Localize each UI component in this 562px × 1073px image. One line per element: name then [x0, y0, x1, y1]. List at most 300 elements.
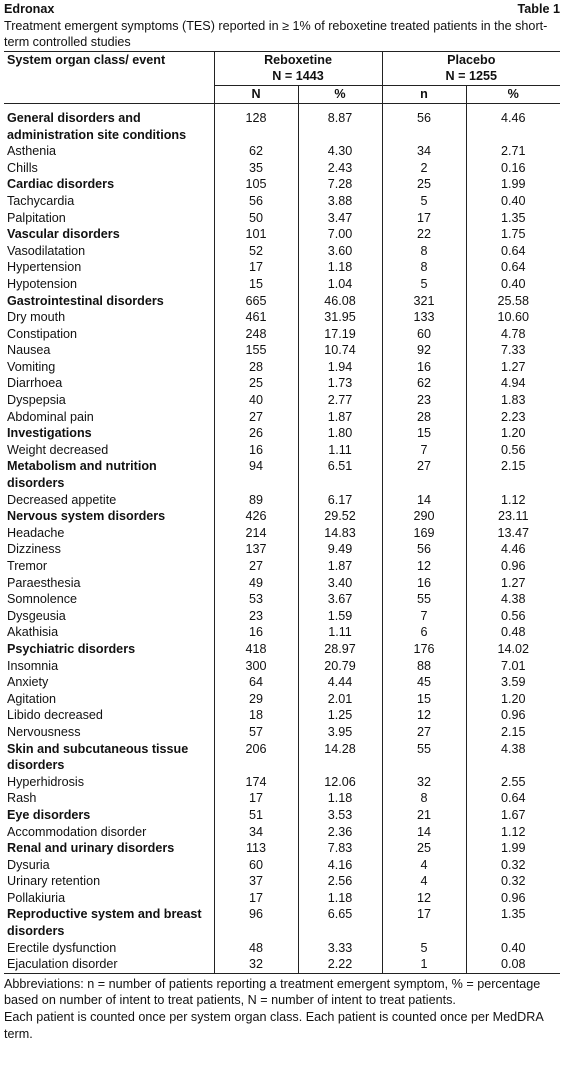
- row-label: Urinary retention: [7, 874, 101, 889]
- table-row-system-organ-class: [4, 807, 560, 824]
- placebo-percent-cell: 0.08: [466, 956, 560, 973]
- reboxetine-count-cell: 16: [214, 624, 298, 641]
- subheader-reboxetine-count: N: [214, 85, 298, 103]
- placebo-count-cell: 176: [382, 641, 466, 658]
- reboxetine-percent-cell: 4.16: [298, 857, 382, 874]
- placebo-count-cell: 34: [382, 143, 466, 160]
- reboxetine-percent-cell: 1.80: [298, 425, 382, 442]
- reboxetine-percent-cell: 28.97: [298, 641, 382, 658]
- document-title: Edronax: [4, 2, 55, 16]
- reboxetine-percent-cell: 2.36: [298, 824, 382, 841]
- reboxetine-percent-cell: 3.47: [298, 210, 382, 227]
- reboxetine-count-cell: 40: [214, 392, 298, 409]
- reboxetine-count-cell: 51: [214, 807, 298, 824]
- row-label: Vasodilatation: [7, 243, 86, 258]
- row-label: Abdominal pain: [7, 409, 94, 424]
- table-row-system-organ-class: [4, 110, 560, 143]
- row-label: Erectile dysfunction: [7, 940, 117, 955]
- reboxetine-count-cell: 34: [214, 824, 298, 841]
- reboxetine-count-cell: 101: [214, 226, 298, 243]
- table-row-event: [4, 492, 560, 509]
- row-label: Somnolence: [7, 592, 78, 607]
- reboxetine-count-cell: 214: [214, 525, 298, 542]
- row-label: Dizziness: [7, 542, 61, 557]
- group-name: Reboxetine: [264, 52, 332, 67]
- reboxetine-count-cell: 17: [214, 259, 298, 276]
- table-row-system-organ-class: [4, 458, 560, 491]
- placebo-percent-cell: 0.32: [466, 873, 560, 890]
- row-label: Cardiac disorders: [7, 177, 115, 192]
- placebo-percent-cell: 4.38: [466, 741, 560, 774]
- placebo-count-cell: 32: [382, 774, 466, 791]
- placebo-count-cell: 21: [382, 807, 466, 824]
- placebo-percent-cell: 0.64: [466, 243, 560, 260]
- row-label: Gastrointestinal disorders: [7, 293, 164, 308]
- table-row-system-organ-class: [4, 176, 560, 193]
- table-row-event: [4, 409, 560, 426]
- table-row-system-organ-class: [4, 293, 560, 310]
- row-label: Agitation: [7, 691, 57, 706]
- reboxetine-count-cell: 174: [214, 774, 298, 791]
- placebo-count-cell: 14: [382, 492, 466, 509]
- reboxetine-count-cell: 53: [214, 591, 298, 608]
- reboxetine-count-cell: 26: [214, 425, 298, 442]
- reboxetine-percent-cell: 46.08: [298, 293, 382, 310]
- reboxetine-percent-cell: 29.52: [298, 508, 382, 525]
- reboxetine-count-cell: 105: [214, 176, 298, 193]
- placebo-percent-cell: 0.96: [466, 890, 560, 907]
- table-row-event: [4, 575, 560, 592]
- reboxetine-count-cell: 64: [214, 674, 298, 691]
- row-label: Asthenia: [7, 144, 57, 159]
- placebo-percent-cell: 1.75: [466, 226, 560, 243]
- placebo-percent-cell: 0.40: [466, 193, 560, 210]
- reboxetine-percent-cell: 14.83: [298, 525, 382, 542]
- placebo-percent-cell: 1.27: [466, 575, 560, 592]
- placebo-percent-cell: 1.99: [466, 176, 560, 193]
- reboxetine-count-cell: 248: [214, 326, 298, 343]
- placebo-count-cell: 16: [382, 359, 466, 376]
- placebo-count-cell: 1: [382, 956, 466, 973]
- reboxetine-count-cell: 18: [214, 707, 298, 724]
- row-label: Weight decreased: [7, 442, 109, 457]
- reboxetine-percent-cell: 1.04: [298, 276, 382, 293]
- table-row-system-organ-class: [4, 508, 560, 525]
- reboxetine-percent-cell: 10.74: [298, 342, 382, 359]
- placebo-percent-cell: 23.11: [466, 508, 560, 525]
- adverse-events-table: [4, 51, 560, 974]
- table-row-system-organ-class: [4, 906, 560, 939]
- table-row-event: [4, 956, 560, 973]
- placebo-count-cell: 12: [382, 890, 466, 907]
- placebo-count-cell: 88: [382, 658, 466, 675]
- reboxetine-count-cell: 52: [214, 243, 298, 260]
- group-header-reboxetine: [214, 51, 382, 85]
- placebo-count-cell: 60: [382, 326, 466, 343]
- table-row-event: [4, 359, 560, 376]
- reboxetine-percent-cell: 1.73: [298, 375, 382, 392]
- row-label: Tremor: [7, 559, 48, 573]
- reboxetine-percent-cell: 6.17: [298, 492, 382, 509]
- placebo-count-cell: 27: [382, 724, 466, 741]
- reboxetine-percent-cell: 1.87: [298, 409, 382, 426]
- placebo-count-cell: 23: [382, 392, 466, 409]
- placebo-count-cell: 56: [382, 541, 466, 558]
- placebo-percent-cell: 0.40: [466, 276, 560, 293]
- table-row-event: [4, 442, 560, 459]
- reboxetine-percent-cell: 1.18: [298, 259, 382, 276]
- row-label: Nausea: [7, 343, 51, 358]
- table-row-system-organ-class: [4, 641, 560, 658]
- table-row-event: [4, 591, 560, 608]
- reboxetine-percent-cell: 3.88: [298, 193, 382, 210]
- reboxetine-count-cell: 300: [214, 658, 298, 675]
- placebo-count-cell: 4: [382, 873, 466, 890]
- reboxetine-count-cell: 56: [214, 193, 298, 210]
- placebo-percent-cell: 1.35: [466, 906, 560, 939]
- reboxetine-percent-cell: 1.18: [298, 790, 382, 807]
- reboxetine-percent-cell: 7.00: [298, 226, 382, 243]
- reboxetine-percent-cell: 3.53: [298, 807, 382, 824]
- reboxetine-percent-cell: 7.83: [298, 840, 382, 857]
- reboxetine-percent-cell: 1.87: [298, 558, 382, 575]
- reboxetine-percent-cell: 7.28: [298, 176, 382, 193]
- reboxetine-percent-cell: 3.40: [298, 575, 382, 592]
- row-label: Vomiting: [7, 359, 56, 374]
- reboxetine-percent-cell: 3.33: [298, 940, 382, 957]
- table-row-event: [4, 342, 560, 359]
- table-row-system-organ-class: [4, 425, 560, 442]
- row-label: Libido decreased: [7, 708, 103, 723]
- table-row-event: [4, 259, 560, 276]
- footnote-counting: Each patient is counted once per system organ class. Each patient is counted once per MedDRA term.: [4, 1010, 544, 1041]
- reboxetine-percent-cell: 31.95: [298, 309, 382, 326]
- row-label: Constipation: [7, 326, 78, 341]
- placebo-percent-cell: 1.35: [466, 210, 560, 227]
- row-label: Paraesthesia: [7, 575, 81, 590]
- reboxetine-percent-cell: 3.95: [298, 724, 382, 741]
- table-row-event: [4, 160, 560, 177]
- row-label: Nervousness: [7, 724, 81, 739]
- reboxetine-count-cell: 418: [214, 641, 298, 658]
- row-label: Skin and subcutaneous tissue disorders: [7, 741, 189, 773]
- placebo-percent-cell: 0.96: [466, 707, 560, 724]
- table-row-event: [4, 707, 560, 724]
- row-label: Eye disorders: [7, 807, 91, 822]
- placebo-count-cell: 5: [382, 193, 466, 210]
- placebo-count-cell: 6: [382, 624, 466, 641]
- placebo-percent-cell: 0.48: [466, 624, 560, 641]
- placebo-percent-cell: 7.01: [466, 658, 560, 675]
- row-label: Psychiatric disorders: [7, 641, 136, 656]
- reboxetine-count-cell: 49: [214, 575, 298, 592]
- reboxetine-percent-cell: 1.11: [298, 624, 382, 641]
- row-label: Renal and urinary disorders: [7, 841, 175, 856]
- reboxetine-count-cell: 62: [214, 143, 298, 160]
- placebo-count-cell: 7: [382, 608, 466, 625]
- reboxetine-percent-cell: 2.56: [298, 873, 382, 890]
- placebo-percent-cell: 1.20: [466, 691, 560, 708]
- placebo-count-cell: 15: [382, 425, 466, 442]
- placebo-count-cell: 55: [382, 591, 466, 608]
- placebo-count-cell: 28: [382, 409, 466, 426]
- row-label: Hypotension: [7, 276, 78, 291]
- placebo-percent-cell: 2.71: [466, 143, 560, 160]
- placebo-count-cell: 5: [382, 940, 466, 957]
- placebo-percent-cell: 25.58: [466, 293, 560, 310]
- row-label: Diarrhoea: [7, 376, 63, 391]
- footnotes: [4, 976, 560, 1042]
- footnote-abbreviations: Abbreviations: n = number of patients reporting a treatment emergent symptom, % = percentage based on number of intent to treat patients, N = number of intent to treat patients.: [4, 976, 541, 1008]
- row-label: Tachycardia: [7, 193, 75, 208]
- reboxetine-percent-cell: 6.65: [298, 906, 382, 939]
- reboxetine-percent-cell: 8.87: [298, 110, 382, 143]
- reboxetine-percent-cell: 1.59: [298, 608, 382, 625]
- row-label: Metabolism and nutrition disorders: [7, 459, 157, 491]
- reboxetine-count-cell: 426: [214, 508, 298, 525]
- placebo-count-cell: 14: [382, 824, 466, 841]
- table-row-event: [4, 624, 560, 641]
- subheader-placebo-count: n: [382, 85, 466, 103]
- reboxetine-count-cell: 57: [214, 724, 298, 741]
- reboxetine-count-cell: 113: [214, 840, 298, 857]
- reboxetine-percent-cell: 12.06: [298, 774, 382, 791]
- reboxetine-percent-cell: 4.30: [298, 143, 382, 160]
- table-body: [4, 103, 560, 973]
- placebo-percent-cell: 0.16: [466, 160, 560, 177]
- reboxetine-count-cell: 137: [214, 541, 298, 558]
- placebo-percent-cell: 0.96: [466, 558, 560, 575]
- table-row-event: [4, 392, 560, 409]
- placebo-percent-cell: 0.40: [466, 940, 560, 957]
- reboxetine-count-cell: 17: [214, 890, 298, 907]
- table-row-event: [4, 541, 560, 558]
- placebo-count-cell: 62: [382, 375, 466, 392]
- placebo-count-cell: 45: [382, 674, 466, 691]
- placebo-percent-cell: 1.99: [466, 840, 560, 857]
- placebo-percent-cell: 10.60: [466, 309, 560, 326]
- row-label: Hypertension: [7, 260, 82, 275]
- table-row-event: [4, 193, 560, 210]
- placebo-percent-cell: 1.12: [466, 824, 560, 841]
- table-row-event: [4, 940, 560, 957]
- document-header: [4, 1, 560, 18]
- reboxetine-percent-cell: 3.60: [298, 243, 382, 260]
- reboxetine-count-cell: 60: [214, 857, 298, 874]
- subheader-placebo-percent: %: [466, 85, 560, 103]
- placebo-percent-cell: 4.38: [466, 591, 560, 608]
- row-label: Anxiety: [7, 675, 49, 690]
- placebo-count-cell: 8: [382, 790, 466, 807]
- placebo-percent-cell: 13.47: [466, 525, 560, 542]
- table-number: Table 1: [517, 2, 560, 16]
- reboxetine-percent-cell: 1.94: [298, 359, 382, 376]
- reboxetine-percent-cell: 2.22: [298, 956, 382, 973]
- placebo-percent-cell: 1.27: [466, 359, 560, 376]
- reboxetine-percent-cell: 14.28: [298, 741, 382, 774]
- reboxetine-count-cell: 50: [214, 210, 298, 227]
- placebo-count-cell: 2: [382, 160, 466, 177]
- row-label: Chills: [7, 160, 38, 175]
- reboxetine-count-cell: 665: [214, 293, 298, 310]
- reboxetine-count-cell: 89: [214, 492, 298, 509]
- reboxetine-percent-cell: 2.43: [298, 160, 382, 177]
- table-row-event: [4, 774, 560, 791]
- reboxetine-percent-cell: 1.18: [298, 890, 382, 907]
- row-label: Pollakiuria: [7, 890, 66, 905]
- row-label: Akathisia: [7, 625, 59, 640]
- placebo-percent-cell: 4.78: [466, 326, 560, 343]
- placebo-percent-cell: 0.64: [466, 259, 560, 276]
- row-label: Rash: [7, 791, 37, 806]
- table-row-event: [4, 658, 560, 675]
- row-label: Headache: [7, 525, 65, 540]
- table-row-event: [4, 824, 560, 841]
- reboxetine-count-cell: 94: [214, 458, 298, 491]
- placebo-percent-cell: 4.46: [466, 110, 560, 143]
- reboxetine-percent-cell: 6.51: [298, 458, 382, 491]
- placebo-count-cell: 290: [382, 508, 466, 525]
- placebo-percent-cell: 1.12: [466, 492, 560, 509]
- placebo-count-cell: 25: [382, 176, 466, 193]
- placebo-count-cell: 12: [382, 558, 466, 575]
- table-row-event: [4, 210, 560, 227]
- reboxetine-percent-cell: 1.25: [298, 707, 382, 724]
- placebo-percent-cell: 4.46: [466, 541, 560, 558]
- placebo-count-cell: 22: [382, 226, 466, 243]
- placebo-percent-cell: 2.15: [466, 724, 560, 741]
- placebo-count-cell: 92: [382, 342, 466, 359]
- placebo-count-cell: 8: [382, 243, 466, 260]
- placebo-percent-cell: 7.33: [466, 342, 560, 359]
- placebo-percent-cell: 3.59: [466, 674, 560, 691]
- group-header-placebo: [382, 51, 560, 85]
- reboxetine-percent-cell: 1.11: [298, 442, 382, 459]
- reboxetine-percent-cell: 2.01: [298, 691, 382, 708]
- placebo-percent-cell: 2.15: [466, 458, 560, 491]
- reboxetine-count-cell: 23: [214, 608, 298, 625]
- column-header-system-organ-class: System organ class/ event: [4, 51, 214, 103]
- reboxetine-count-cell: 28: [214, 359, 298, 376]
- table-row-system-organ-class: [4, 226, 560, 243]
- placebo-percent-cell: 1.20: [466, 425, 560, 442]
- row-label: Hyperhidrosis: [7, 774, 84, 789]
- row-label: Ejaculation disorder: [4, 956, 214, 973]
- row-label: Decreased appetite: [7, 492, 117, 507]
- row-label: Accommodation disorder: [7, 824, 147, 839]
- row-label: Dysuria: [7, 857, 50, 872]
- placebo-count-cell: 8: [382, 259, 466, 276]
- placebo-percent-cell: 1.67: [466, 807, 560, 824]
- reboxetine-count-cell: 37: [214, 873, 298, 890]
- reboxetine-count-cell: 128: [214, 110, 298, 143]
- group-count: N = 1255: [445, 69, 497, 84]
- row-label: Investigations: [7, 426, 92, 441]
- placebo-count-cell: 27: [382, 458, 466, 491]
- reboxetine-count-cell: 96: [214, 906, 298, 939]
- table-row-event: [4, 143, 560, 160]
- table-row-event: [4, 326, 560, 343]
- placebo-count-cell: 7: [382, 442, 466, 459]
- reboxetine-percent-cell: 20.79: [298, 658, 382, 675]
- placebo-count-cell: 5: [382, 276, 466, 293]
- placebo-count-cell: 321: [382, 293, 466, 310]
- group-count: N = 1443: [272, 69, 324, 84]
- placebo-count-cell: 12: [382, 707, 466, 724]
- reboxetine-count-cell: 461: [214, 309, 298, 326]
- reboxetine-count-cell: 16: [214, 442, 298, 459]
- table-row-event: [4, 724, 560, 741]
- row-label: Palpitation: [7, 210, 66, 225]
- reboxetine-count-cell: 29: [214, 691, 298, 708]
- table-row-event: [4, 309, 560, 326]
- placebo-count-cell: 133: [382, 309, 466, 326]
- table-row-event: [4, 243, 560, 260]
- reboxetine-count-cell: 48: [214, 940, 298, 957]
- table-row-event: [4, 276, 560, 293]
- placebo-count-cell: 56: [382, 110, 466, 143]
- placebo-count-cell: 16: [382, 575, 466, 592]
- reboxetine-count-cell: 15: [214, 276, 298, 293]
- row-label: Dyspepsia: [7, 393, 66, 408]
- placebo-count-cell: 17: [382, 210, 466, 227]
- reboxetine-percent-cell: 2.77: [298, 392, 382, 409]
- group-name: Placebo: [447, 52, 496, 67]
- reboxetine-count-cell: 27: [214, 558, 298, 575]
- row-label: Dysgeusia: [7, 608, 66, 623]
- placebo-count-cell: 17: [382, 906, 466, 939]
- placebo-count-cell: 15: [382, 691, 466, 708]
- reboxetine-percent-cell: 3.67: [298, 591, 382, 608]
- table-row-event: [4, 890, 560, 907]
- placebo-percent-cell: 0.64: [466, 790, 560, 807]
- row-label: General disorders and administration site conditions: [7, 110, 187, 142]
- reboxetine-count-cell: 155: [214, 342, 298, 359]
- table-row-event: [4, 525, 560, 542]
- reboxetine-count-cell: 27: [214, 409, 298, 426]
- placebo-count-cell: 55: [382, 741, 466, 774]
- placebo-percent-cell: 4.94: [466, 375, 560, 392]
- row-label: Nervous system disorders: [7, 509, 166, 524]
- table-caption: Treatment emergent symptoms (TES) reported in ≥ 1% of reboxetine treated patients in the short-term controlled studies: [4, 18, 548, 50]
- reboxetine-percent-cell: 4.44: [298, 674, 382, 691]
- placebo-percent-cell: 2.23: [466, 409, 560, 426]
- row-label: Reproductive system and breast disorders: [7, 907, 202, 939]
- reboxetine-percent-cell: 9.49: [298, 541, 382, 558]
- placebo-percent-cell: 14.02: [466, 641, 560, 658]
- reboxetine-count-cell: 32: [214, 956, 298, 973]
- table-row-event: [4, 674, 560, 691]
- subheader-reboxetine-percent: %: [298, 85, 382, 103]
- reboxetine-percent-cell: 17.19: [298, 326, 382, 343]
- table-row-event: [4, 857, 560, 874]
- reboxetine-count-cell: 17: [214, 790, 298, 807]
- placebo-percent-cell: 2.55: [466, 774, 560, 791]
- table-row-system-organ-class: [4, 840, 560, 857]
- placebo-count-cell: 25: [382, 840, 466, 857]
- placebo-percent-cell: 0.56: [466, 608, 560, 625]
- table-row-event: [4, 375, 560, 392]
- reboxetine-count-cell: 206: [214, 741, 298, 774]
- reboxetine-count-cell: 35: [214, 160, 298, 177]
- placebo-percent-cell: 0.56: [466, 442, 560, 459]
- row-label: Dry mouth: [7, 310, 66, 325]
- placebo-count-cell: 4: [382, 857, 466, 874]
- table-row-event: [4, 691, 560, 708]
- reboxetine-count-cell: 25: [214, 375, 298, 392]
- table-row-system-organ-class: [4, 741, 560, 774]
- placebo-percent-cell: 0.32: [466, 857, 560, 874]
